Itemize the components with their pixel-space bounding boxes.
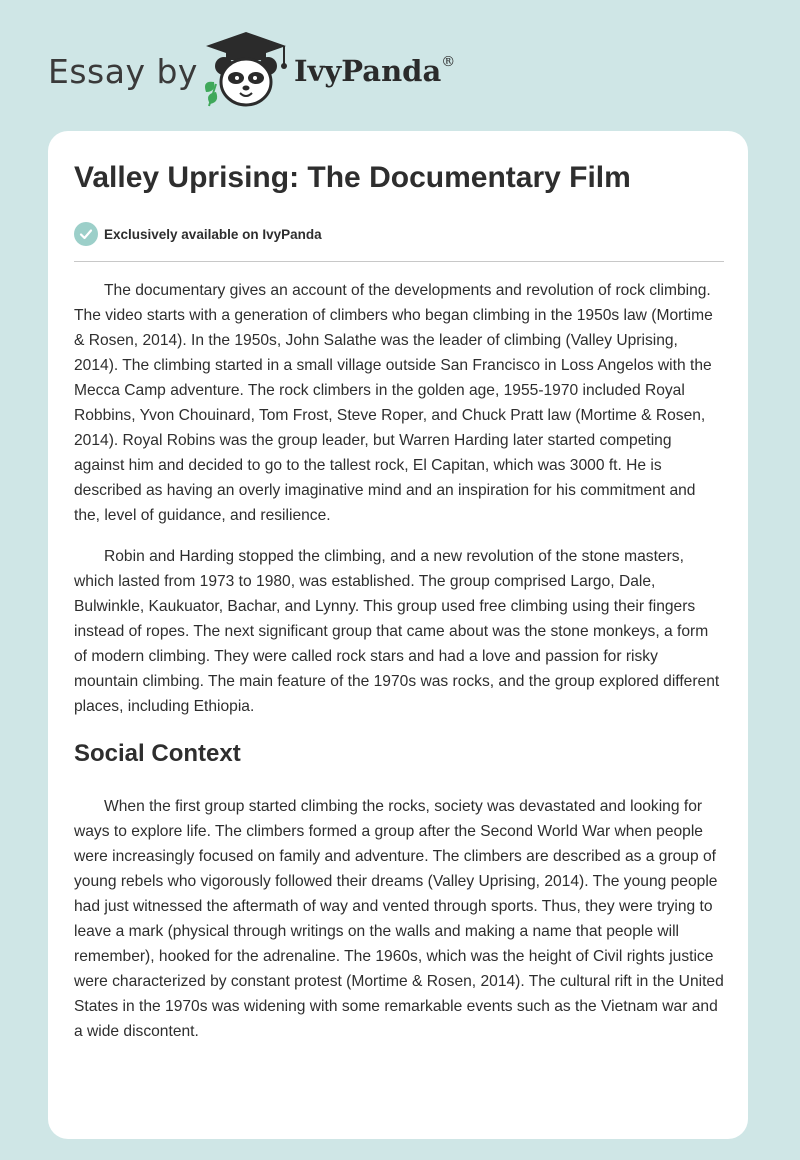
registered-mark: ® [441, 54, 456, 71]
brand-name[interactable]: IvyPanda® [294, 54, 456, 88]
exclusive-badge [74, 221, 322, 247]
essay-body [74, 278, 724, 1044]
section-heading: Social Context [74, 740, 241, 767]
check-circle-icon [74, 222, 98, 246]
badge-text: Exclusively available on IvyPanda [104, 226, 322, 242]
essay-by-label: Essay by [48, 52, 198, 91]
paragraph: When the first group started climbing the rocks, society was devastated and looking for ways to explore life. The climbers formed a group after the Second World War when people were increasingly focused on family and adventure. The climbers are described as a group of young rebels who vigorously followed their dreams (Valley Uprising, 2014). The young people had just witnessed the aftermath of way and vented through sports. Thus, they were trying to leave a mark (physical through writings on the walls and making a name that people will remember), hooked for the adrenaline. The 1960s, which was the height of Civil rights justice were characterized by constant protest (Mortime & Rosen, 2014). The cultural rift in the United States in the 1970s was widening with some remarkable events such as the Vietnam war and a wide discontent. [74, 798, 724, 1040]
divider [74, 261, 724, 262]
essay-title: Valley Uprising: The Documentary Film [74, 161, 631, 194]
panda-graduate-icon [200, 30, 292, 110]
paragraph: The documentary gives an account of the developments and revolution of rock climbing. The video starts with a generation of climbers who began climbing in the 1950s law (Mortime & Rosen, 2014). In the 1950s, John Salathe was the leader of climbing (Valley Uprising, 2014). The climbing started in a small village outside San Francisco in Loss Angelos with the Mecca Camp adventure. The rock climbers in the golden age, 1955-1970 included Royal Robbins, Yvon Chouinard, Tom Frost, Steve Roper, and Chuck Pratt law (Mortime & Rosen, 2014). Royal Robins was the group leader, but Warren Harding later started competing against him and decided to go to the tallest rock, El Capitan, which was 3000 ft. He is described as having an overly imaginative mind and an inspiration for his commitment and the, level of guidance, and resilience. [74, 282, 713, 524]
paragraph: Robin and Harding stopped the climbing, and a new revolution of the stone masters, which lasted from 1973 to 1980, was established. The group comprised Largo, Dale, Bulwinkle, Kaukuator, Bachar, and Lynny. This group used free climbing using their fingers instead of ropes. The next significant group that came about was the stone monkeys, a form of modern climbing. They were called rock stars and had a love and passion for risky mountain climbing. The main feature of the 1970s was rocks, and the group explored different places, including Ethiopia. [74, 548, 720, 715]
site-header [48, 30, 508, 110]
essay-card [48, 131, 748, 1139]
